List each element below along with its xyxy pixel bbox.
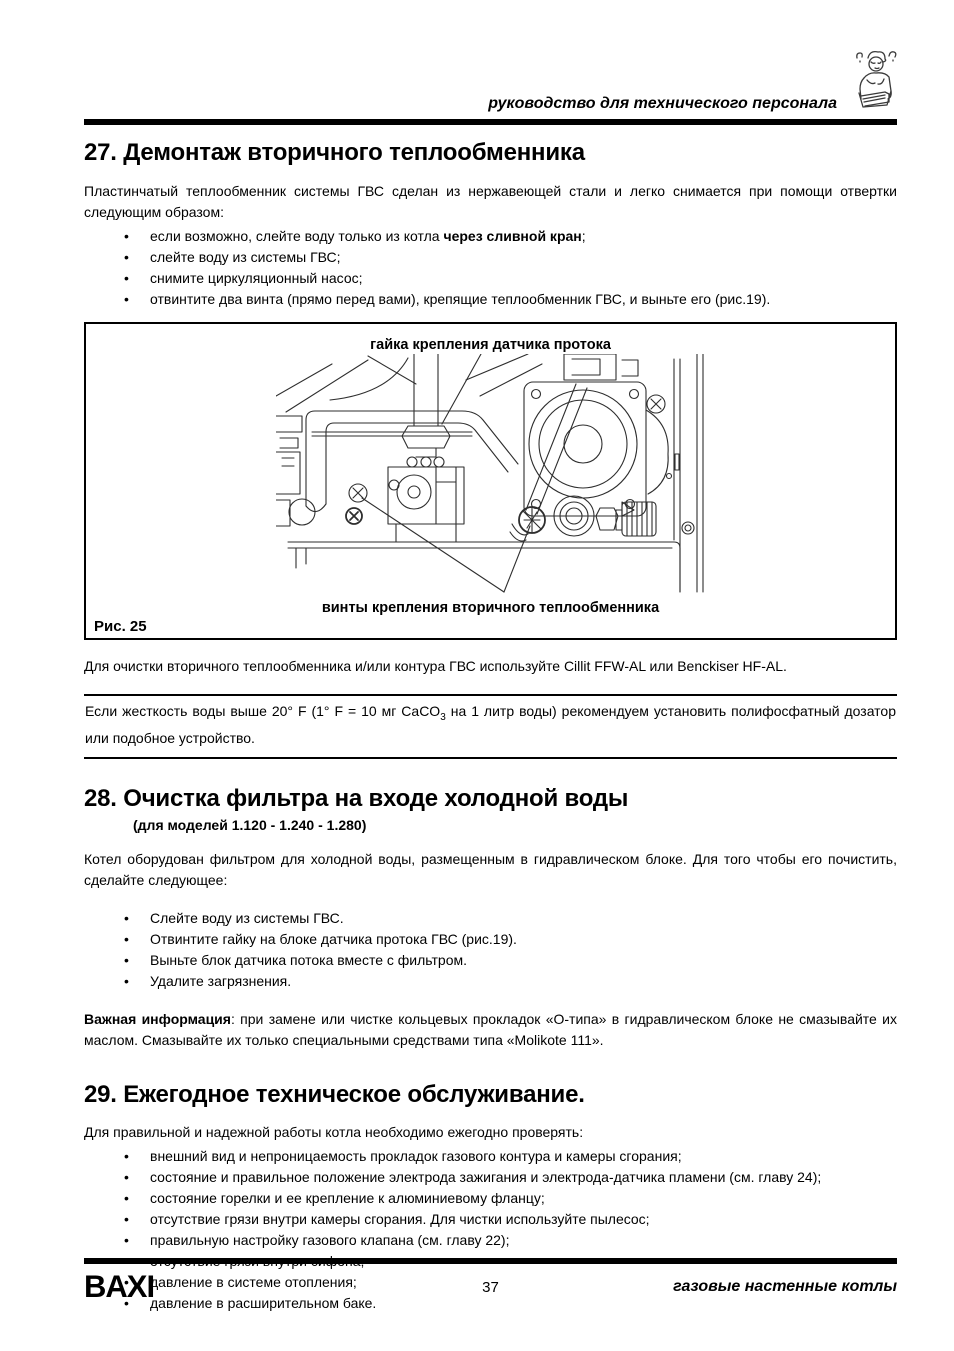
- hardness-note: Если жесткость воды выше 20° F (1° F = 10 мг CaCO$_3$ на 1 литр воды) рекомендуем установить полифосфатный дозатор или подобное устройство.: [84, 694, 897, 759]
- list-item: • слейте воду из системы ГВС;: [84, 247, 897, 268]
- list-item: • состояние и правильное положение электрода зажигания и электрода-датчика пламени (см. главу 24);: [84, 1167, 897, 1188]
- list-item: • внешний вид и непроницаемость прокладок газового контура и камеры сгорания;: [84, 1146, 897, 1167]
- list-item: • состояние горелки и ее крепление к алюминиевому фланцу;: [84, 1188, 897, 1209]
- list-item: • отсутствие грязи внутри камеры сгорания. Для чистки используйте пылесос;: [84, 1209, 897, 1230]
- list-item: • давление в системе отопления;: [84, 1272, 897, 1293]
- section-28-title: 28. Очистка фильтра на входе холодной воды: [84, 784, 629, 812]
- header-rule: [84, 119, 897, 125]
- figure-top-label: гайка крепления датчика протока: [370, 337, 611, 353]
- list-item: • Слейте воду из системы ГВС.: [84, 908, 897, 929]
- page-footer: [84, 1258, 897, 1305]
- section-27-title: 27. Демонтаж вторичного теплообменника: [84, 139, 585, 166]
- list-item: • Выньте блок датчика потока вместе с фильтром.: [84, 950, 897, 971]
- figure-bottom-label: винты крепления вторичного теплообменника: [321, 600, 660, 616]
- section-27-list: [84, 226, 897, 310]
- boiler-diagram: [276, 354, 706, 598]
- list-item: • правильную настройку газового клапана (см. главу 22);: [84, 1230, 897, 1251]
- list-item: • отвинтите два винта (прямо перед вами), крепящие теплообменник ГВС, и выньте его (рис.19).: [84, 289, 897, 310]
- section-28-intro: Котел оборудован фильтром для холодной воды, размещенным в гидравлическом блоке. Для того чтобы его почистить, сделайте следующее:: [84, 850, 897, 888]
- baxi-logo: BAXI: [84, 1268, 155, 1305]
- page-header: [84, 0, 897, 125]
- list-item: • давление в расширительном баке.: [84, 1293, 897, 1314]
- list-item: • если возможно, слейте воду только из котла через сливной кран;: [84, 226, 897, 247]
- footer-rule: [84, 1258, 897, 1264]
- important-info: Важная информация: при замене или чистке кольцевых прокладок «О-типа» в гидравлическом блоке не смазывайте их маслом. Смазывайте их только специальными средствами типа «Molikote 111».: [84, 1010, 897, 1048]
- figure-box: [84, 322, 897, 640]
- list-item: • Удалите загрязнения.: [84, 971, 897, 992]
- technician-icon: [851, 49, 897, 116]
- section-27-intro: Пластинчатый теплообменник системы ГВС сделан из нержавеющей стали и легко снимается при помощи отвертки следующим образом:: [84, 183, 897, 220]
- subscript-3: 3: [440, 711, 446, 723]
- section-29-intro: Для правильной и надежной работы котла необходимо ежегодно проверять:: [84, 1123, 584, 1140]
- header-title: руководство для технического персонала: [488, 95, 837, 112]
- list-item: • Отвинтите гайку на блоке датчика протока ГВС (рис.19).: [84, 929, 897, 950]
- page-number: 37: [482, 1278, 499, 1296]
- cleaning-note: Для очистки вторичного теплообменника и/или контура ГВС используйте Cillit FFW-AL или Benckiser HF-AL.: [84, 658, 787, 674]
- figure-caption: Рис. 25: [94, 618, 147, 635]
- section-28-list: [84, 908, 897, 992]
- section-28-subtitle: (для моделей 1.120 - 1.240 - 1.280): [133, 816, 367, 833]
- list-item: • снимите циркуляционный насос;: [84, 268, 897, 289]
- important-info-lead: Важная информация: [84, 1010, 231, 1027]
- footer-tagline: газовые настенные котлы: [673, 1278, 897, 1295]
- section-29-title: 29. Ежегодное техническое обслуживание.: [84, 1080, 585, 1108]
